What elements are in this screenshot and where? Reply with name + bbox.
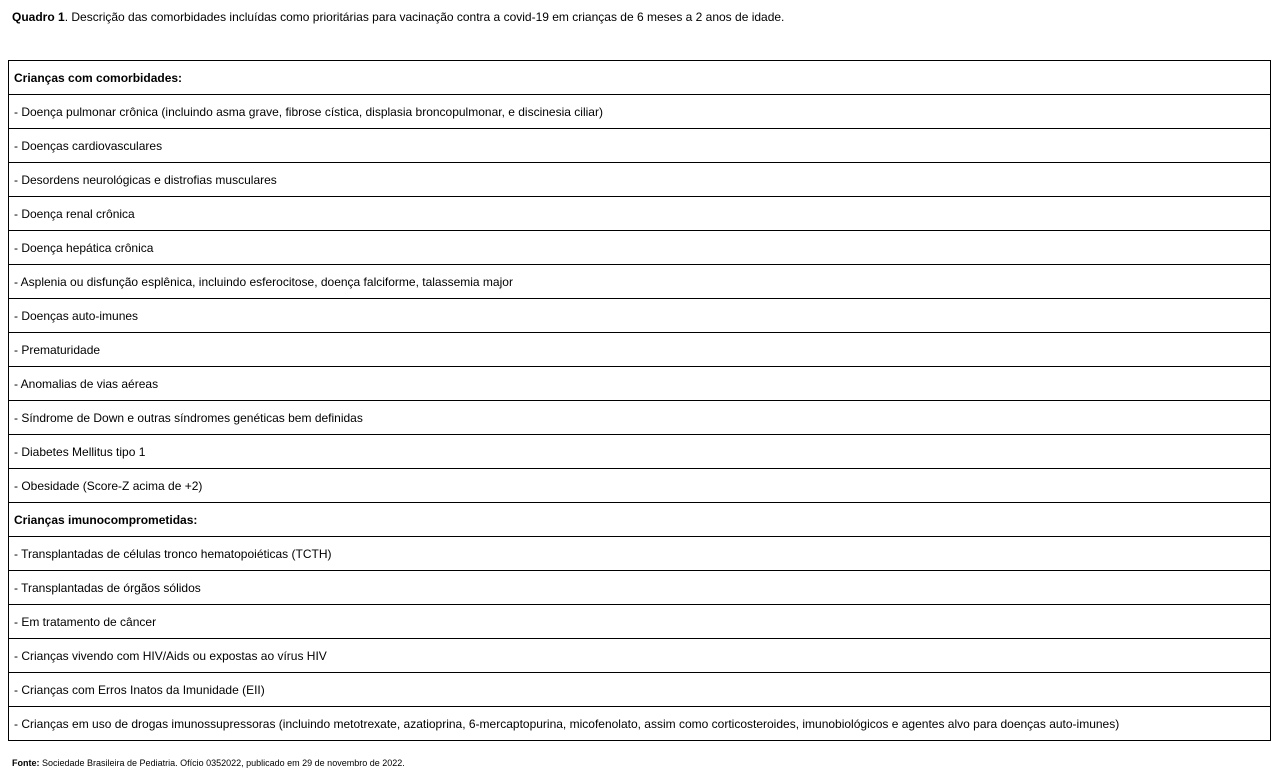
section-header-row xyxy=(9,61,1271,95)
table-row xyxy=(9,197,1271,231)
source-note xyxy=(12,758,405,769)
caption-label: Quadro 1 xyxy=(12,10,65,24)
table-cell: - Transplantadas de órgãos sólidos xyxy=(9,571,1271,605)
section-header-imunocomprometidas: Crianças imunocomprometidas: xyxy=(9,503,1271,537)
table-cell: - Doença hepática crônica xyxy=(9,231,1271,265)
table-cell: - Diabetes Mellitus tipo 1 xyxy=(9,435,1271,469)
table-row xyxy=(9,639,1271,673)
table-caption xyxy=(12,9,784,25)
table-row xyxy=(9,673,1271,707)
table-row xyxy=(9,537,1271,571)
table-cell: - Doença pulmonar crônica (incluindo asma grave, fibrose cística, displasia broncopulmonar, e discinesia ciliar) xyxy=(9,95,1271,129)
caption-text: . Descrição das comorbidades incluídas como prioritárias para vacinação contra a covid-19 em crianças de 6 meses a 2 anos de idade. xyxy=(64,10,785,24)
table-cell: - Síndrome de Down e outras síndromes genéticas bem definidas xyxy=(9,401,1271,435)
table-cell: - Em tratamento de câncer xyxy=(9,605,1271,639)
table-cell: - Doenças cardiovasculares xyxy=(9,129,1271,163)
table-row xyxy=(9,333,1271,367)
table-cell: - Crianças vivendo com HIV/Aids ou expostas ao vírus HIV xyxy=(9,639,1271,673)
table-row xyxy=(9,95,1271,129)
table-row xyxy=(9,469,1271,503)
table-row xyxy=(9,605,1271,639)
source-label: Fonte: xyxy=(12,758,40,768)
table-row xyxy=(9,265,1271,299)
source-text: Sociedade Brasileira de Pediatria. Ofício 0352022, publicado em 29 de novembro de 2022. xyxy=(39,758,405,768)
comorbidities-table xyxy=(8,60,1271,741)
table-row xyxy=(9,571,1271,605)
table-cell: - Desordens neurológicas e distrofias musculares xyxy=(9,163,1271,197)
comorbidities-table-body xyxy=(9,61,1271,741)
table-row xyxy=(9,163,1271,197)
section-header-comorbidades: Crianças com comorbidades: xyxy=(9,61,1271,95)
table-cell: - Doenças auto-imunes xyxy=(9,299,1271,333)
table-cell: - Transplantadas de células tronco hematopoiéticas (TCTH) xyxy=(9,537,1271,571)
table-cell: - Crianças em uso de drogas imunossupressoras (incluindo metotrexate, azatioprina, 6-mercaptopurina, micofenolato, assim como corticosteroides, imunobiológicos e agentes alvo para doenças auto-imunes) xyxy=(9,707,1271,741)
table-row xyxy=(9,401,1271,435)
section-header-row xyxy=(9,503,1271,537)
table-cell: - Obesidade (Score-Z acima de +2) xyxy=(9,469,1271,503)
table-cell: - Anomalias de vias aéreas xyxy=(9,367,1271,401)
table-row xyxy=(9,299,1271,333)
table-row xyxy=(9,435,1271,469)
table-cell: - Asplenia ou disfunção esplênica, incluindo esferocitose, doença falciforme, talassemia major xyxy=(9,265,1271,299)
table-row xyxy=(9,367,1271,401)
table-cell: - Doença renal crônica xyxy=(9,197,1271,231)
table-cell: - Crianças com Erros Inatos da Imunidade (EII) xyxy=(9,673,1271,707)
table-row xyxy=(9,707,1271,741)
table-row xyxy=(9,231,1271,265)
table-row xyxy=(9,129,1271,163)
table-cell: - Prematuridade xyxy=(9,333,1271,367)
